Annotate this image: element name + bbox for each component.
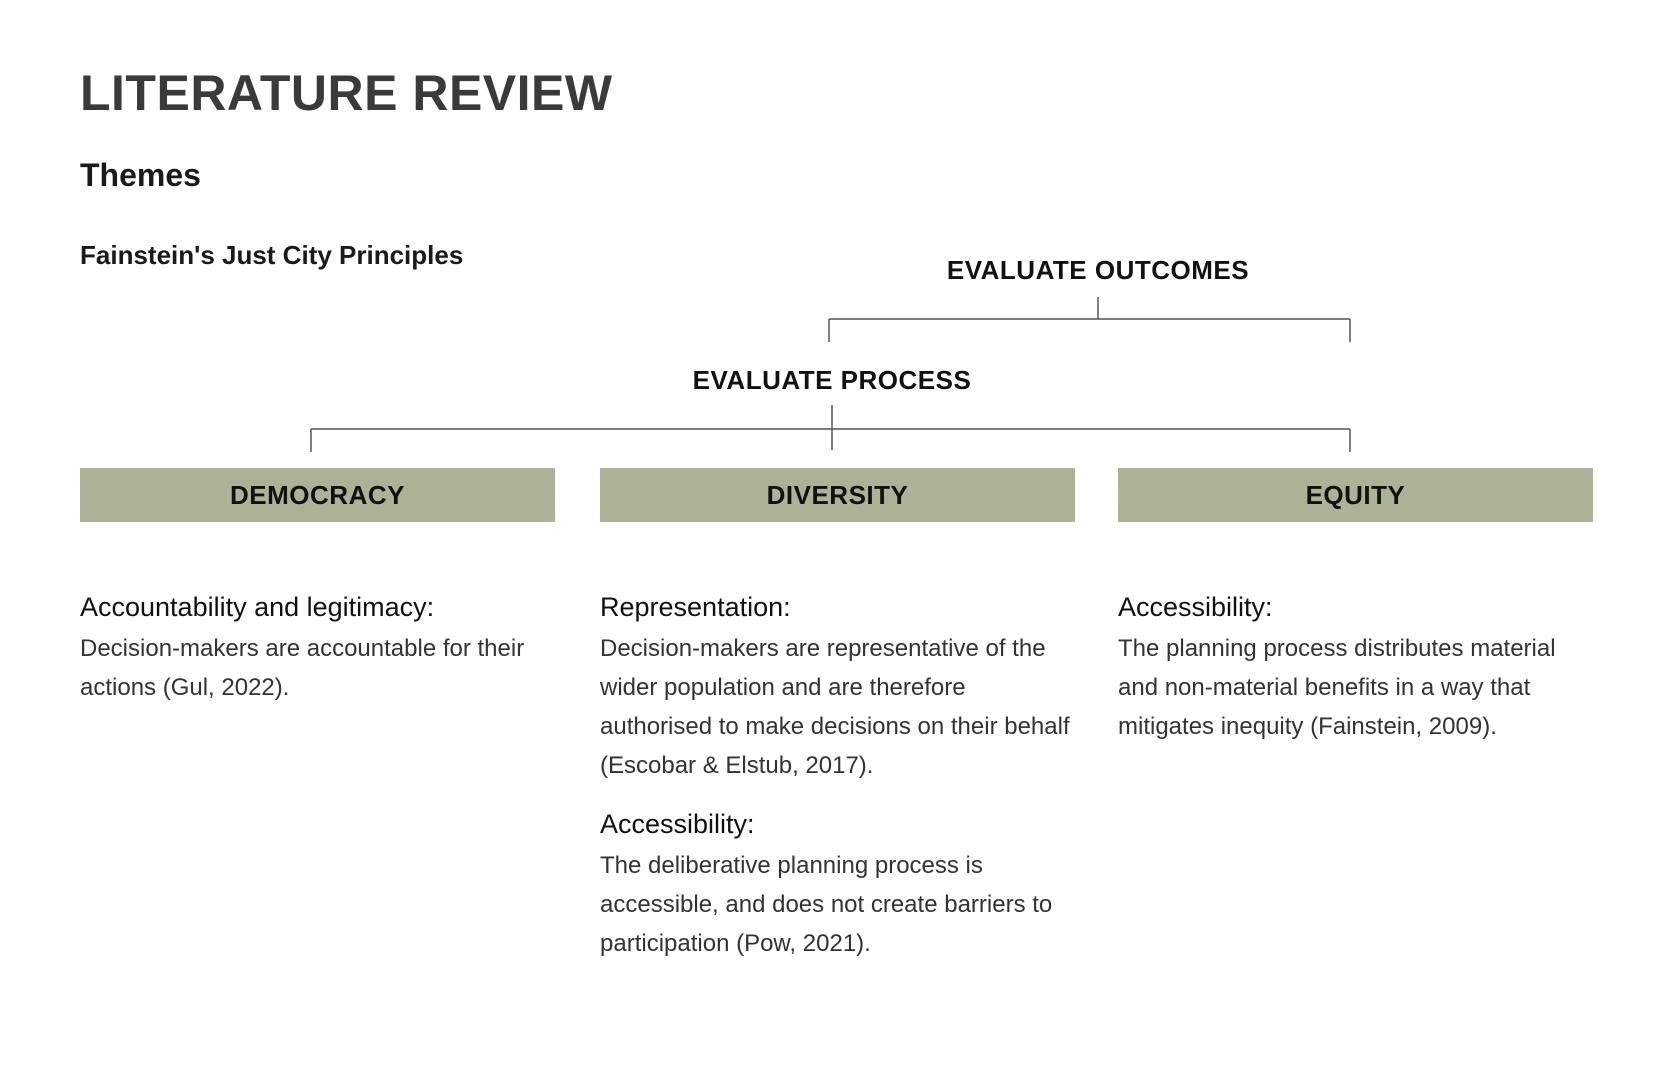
theme-box-diversity — [600, 468, 1075, 522]
equity-principles — [1118, 592, 1588, 770]
diversity-principles — [600, 592, 1070, 987]
principle-title: Accessibility: — [600, 809, 755, 839]
section-heading: Themes — [80, 157, 201, 193]
theme-box-democracy — [80, 468, 555, 522]
principle-text: The deliberative planning process is accessible, and does not create barriers to participation (Pow, 2021). — [600, 852, 1053, 957]
principle-accessibility — [600, 809, 1070, 963]
theme-label-equity: EQUITY — [1305, 479, 1406, 510]
subsection-heading: Fainstein's Just City Principles — [80, 240, 464, 270]
principle-title: Accountability and legitimacy: — [80, 592, 435, 622]
principle-text: The planning process distributes material and non-material benefits in a way that mitigates inequity (Fainstein, 2009). — [1118, 635, 1556, 740]
principle-representation — [600, 592, 1070, 785]
theme-box-equity — [1118, 468, 1593, 522]
page-title: LITERATURE REVIEW — [80, 65, 613, 121]
theme-label-diversity: DIVERSITY — [766, 479, 909, 510]
principle-accessibility — [1118, 592, 1588, 746]
principle-title: Representation: — [600, 592, 791, 622]
principle-title: Accessibility: — [1118, 592, 1273, 622]
evaluate-outcomes-label: EVALUATE OUTCOMES — [946, 255, 1250, 285]
principle-text: Decision-makers are representative of the wider population and are therefore authorised to make decisions on their behalf (Escobar & Elstub, 2017). — [600, 635, 1070, 779]
democracy-principles — [80, 592, 550, 731]
principle-text: Decision-makers are accountable for their actions (Gul, 2022). — [80, 635, 525, 701]
evaluate-process-label: EVALUATE PROCESS — [692, 365, 972, 395]
theme-label-democracy: DEMOCRACY — [230, 479, 405, 510]
principle-accountability — [80, 592, 550, 707]
